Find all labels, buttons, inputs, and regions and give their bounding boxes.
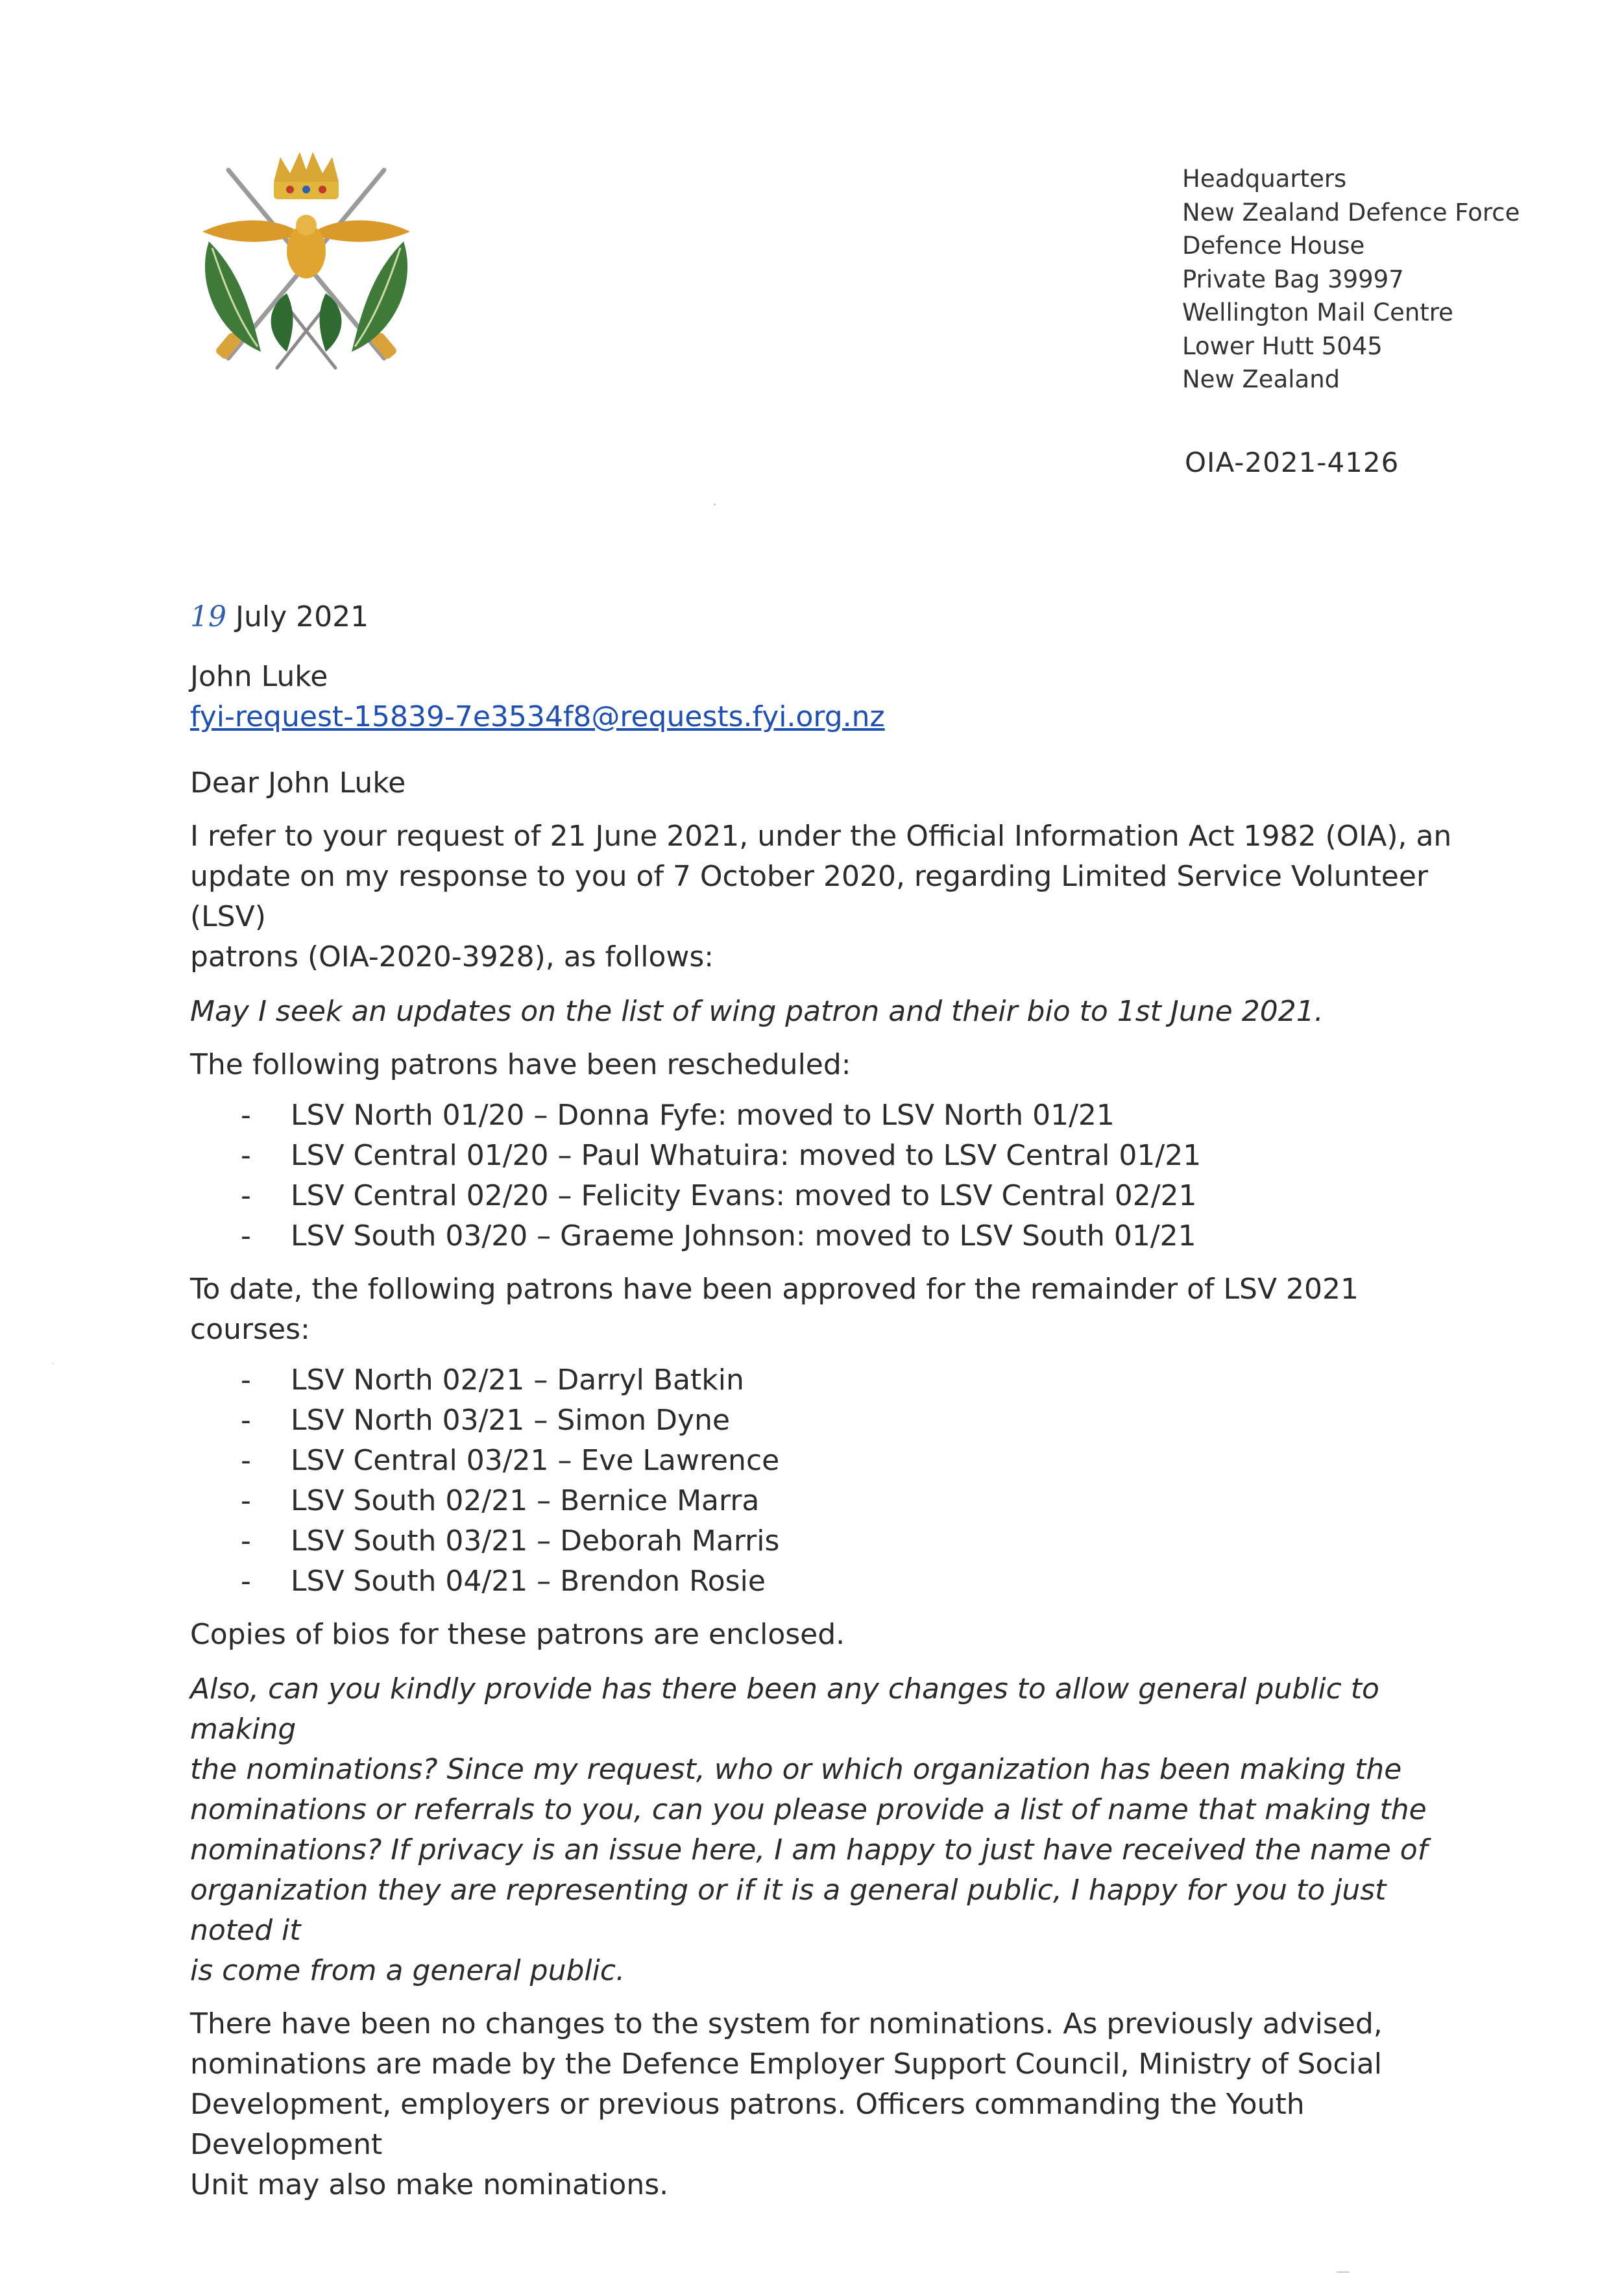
list-item: - LSV Central 03/21 – Eve Lawrence bbox=[241, 1444, 780, 1477]
bios-note: Copies of bios for these patrons are enclosed. bbox=[190, 1618, 845, 1651]
rescheduled-heading: The following patrons have been rescheduled: bbox=[190, 1048, 851, 1081]
address-line: New Zealand bbox=[1182, 365, 1340, 393]
list-item: - LSV North 01/20 – Donna Fyfe: moved to LSV North 01/21 bbox=[241, 1099, 1115, 1132]
request-quote-2: Also, can you kindly provide has there been any changes to allow general public to making the nominations? Since my request, who or which organization has been making the nominations or referrals to you, can you please provide a list of name that making the nominations? If privacy is an issue here, I am happy to just have received the name of organization they are representing or if it is a general public, I happy for you to just noted it is come from a general public. bbox=[190, 1672, 1428, 1987]
address-line: Private Bag 39997 bbox=[1182, 265, 1404, 293]
intro-line: patrons (OIA-2020-3928), as follows: bbox=[190, 940, 714, 973]
letter-date bbox=[190, 597, 1475, 637]
list-item: - LSV North 02/21 – Darryl Batkin bbox=[241, 1364, 744, 1397]
scan-speck bbox=[52, 1363, 53, 1364]
list-item: - LSV South 04/21 – Brendon Rosie bbox=[241, 1565, 766, 1598]
list-item: - LSV Central 01/20 – Paul Whatuira: moved to LSV Central 01/21 bbox=[241, 1139, 1202, 1172]
address-line: Headquarters bbox=[1182, 165, 1347, 193]
list-item: - LSV North 03/21 – Simon Dyne bbox=[241, 1404, 731, 1437]
list-item: - LSV Central 02/20 – Felicity Evans: moved to LSV Central 02/21 bbox=[241, 1179, 1197, 1212]
list-item: - LSV South 03/21 – Deborah Marris bbox=[241, 1524, 780, 1558]
recipient-email-link[interactable]: fyi-request-15839-7e3534f8@requests.fyi.org.nz bbox=[190, 700, 885, 733]
handwritten-day: 19 bbox=[190, 600, 226, 633]
reference-number: OIA-2021-4126 bbox=[1185, 446, 1400, 478]
request-quote-1: May I seek an updates on the list of wing patron and their bio to 1st June 2021. bbox=[190, 995, 1324, 1028]
intro-line: I refer to your request of 21 June 2021, under the Official Information Act 1982 (OIA), an bbox=[190, 820, 1452, 853]
recipient-name: John Luke bbox=[190, 660, 328, 693]
list-item: - LSV South 02/21 – Bernice Marra bbox=[241, 1484, 760, 1517]
address-line: Wellington Mail Centre bbox=[1182, 299, 1453, 326]
salutation: Dear John Luke bbox=[190, 766, 406, 800]
letter-body bbox=[190, 597, 1475, 2205]
intro-paragraph bbox=[190, 816, 1475, 977]
scan-speck bbox=[714, 504, 716, 506]
sender-address bbox=[1182, 162, 1520, 397]
address-line: Defence House bbox=[1182, 232, 1365, 260]
intro-line: update on my response to you of 7 October 2020, regarding Limited Service Volunteer (LSV) bbox=[190, 860, 1429, 933]
list-item: - LSV South 03/20 – Graeme Johnson: moved to LSV South 01/21 bbox=[241, 1219, 1196, 1253]
date-month-year: July 2021 bbox=[236, 600, 369, 633]
rescheduled-list bbox=[190, 1095, 1475, 1256]
address-line: Lower Hutt 5045 bbox=[1182, 332, 1383, 360]
recipient-block bbox=[190, 657, 1475, 737]
approved-list bbox=[190, 1360, 1475, 1602]
approved-heading: To date, the following patrons have been approved for the remainder of LSV 2021 courses: bbox=[190, 1273, 1359, 1346]
response-paragraph: There have been no changes to the system for nominations. As previously advised, nominations are made by the Defence Employer Support Council, Ministry of Social Development, employers or previous patrons. Officers commanding the Youth Development Unit may also make nominations. bbox=[190, 2007, 1383, 2201]
address-line: New Zealand Defence Force bbox=[1182, 198, 1520, 226]
scan-speck bbox=[1337, 2271, 1350, 2273]
nzdf-crest-icon bbox=[189, 144, 423, 391]
